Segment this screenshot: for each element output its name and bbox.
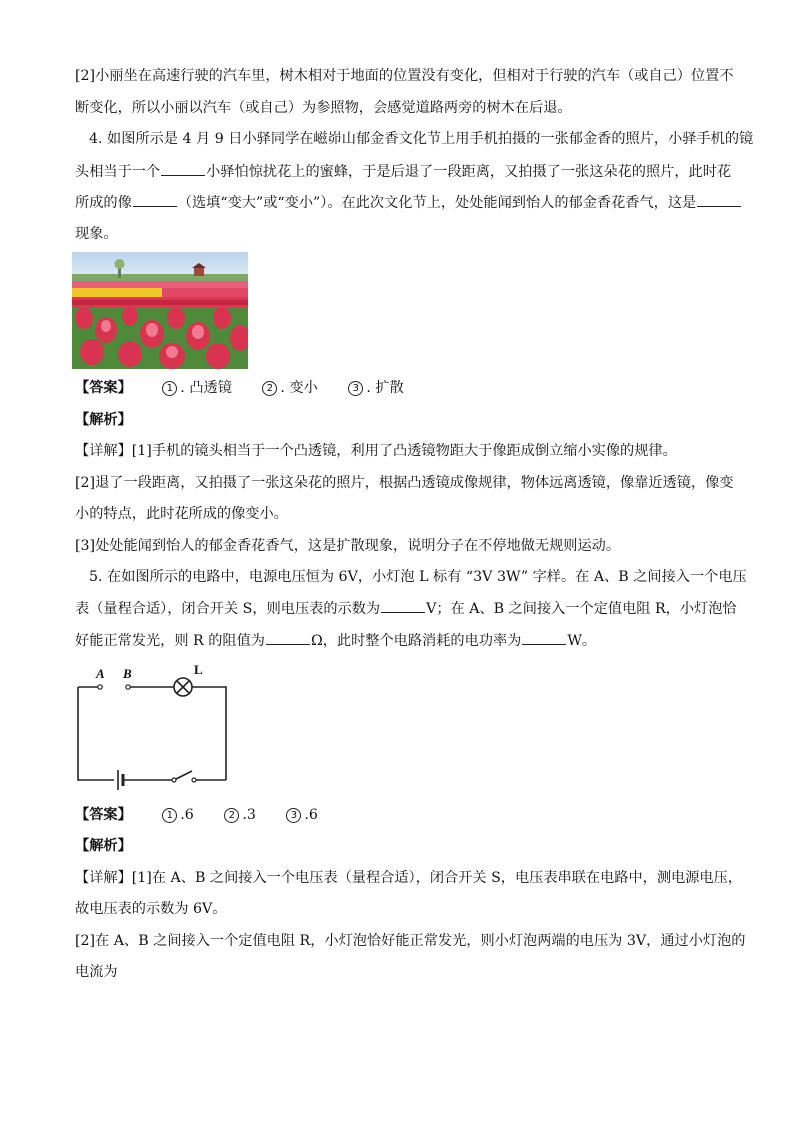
answer-label: 【答案】 [75, 380, 132, 396]
terminal-b [126, 685, 130, 689]
q4-answer-1: 1 . 凸透镜 [162, 378, 232, 398]
circled-number: 1 [162, 381, 177, 396]
q5-analysis-label: 【解析】 [75, 838, 132, 854]
label-l: L [194, 662, 203, 677]
q5-text: V；在 A、B 之间接入一个定值电阻 R，小灯泡恰 [426, 601, 737, 617]
q4-detail-1: 【详解】[1]手机的镜头相当于一个凸透镜，利用了凸透镜物距大于像距成倒立缩小实像的规律。 [75, 443, 677, 459]
circled-number: 2 [262, 381, 277, 396]
q5-text: W。 [567, 633, 597, 649]
answer-text: 变小 [289, 380, 318, 396]
q4-detail-3: 小的特点，此时花所成的像变小。 [75, 506, 288, 522]
circuit-diagram [66, 660, 246, 790]
answer-text: 凸透镜 [189, 380, 232, 396]
circled-number: 2 [224, 808, 239, 823]
answer-text: 6 [308, 807, 318, 823]
q5-line-2 [75, 598, 737, 619]
q5-detail-4: 电流为 [75, 964, 118, 980]
q5-blank-3 [522, 630, 566, 645]
q4-detail-4: [3]处处能闻到怡人的郁金香花香气，这是扩散现象，说明分子在不停地做无规则运动。 [75, 538, 621, 554]
q4-detail-2: [2]退了一段距离，又拍摄了一张这朵花的照片，根据凸透镜成像规律，物体远离透镜，像靠近透镜，像变 [75, 475, 734, 491]
q5-detail-2: 故电压表的示数为 6V。 [75, 901, 227, 917]
q4-answer-3: 3 . 扩散 [348, 378, 403, 398]
q5-answer-1: 1 .6 [162, 805, 194, 825]
q4-answer-2: 2 . 变小 [262, 378, 317, 398]
label-a: A [96, 666, 105, 681]
q4-blank-1 [161, 161, 205, 176]
q4-text: 头相当于一个 [75, 164, 161, 180]
q4-line-4: 现象。 [75, 226, 118, 242]
q5-text: Ω，此时整个电路消耗的电功率为 [310, 633, 522, 649]
tulip-field-photo [72, 252, 248, 369]
q5-answer-3: 3 .6 [286, 805, 318, 825]
q5-line-3 [75, 630, 596, 651]
circled-number: 3 [348, 381, 363, 396]
q5-detail-3: [2]在 A、B 之间接入一个定值电阻 R，小灯泡恰好能正常发光，则小灯泡两端的电压为 3V，通过小灯泡的 [75, 933, 746, 949]
circled-number: 1 [162, 808, 177, 823]
q5-answer-row [75, 805, 318, 825]
q5-text: 表（量程合适），闭合开关 S，则电压表的示数为 [75, 601, 381, 617]
q5-answer-2: 2 .3 [224, 805, 256, 825]
q4-line-3 [75, 192, 742, 213]
prev-explanation-line-2: 断变化，所以小丽以汽车（或自己）为参照物，会感觉道路两旁的树木在后退。 [75, 100, 572, 116]
q5-text: 好能正常发光，则 R 的阻值为 [75, 633, 265, 649]
answer-text: 扩散 [375, 380, 404, 396]
q4-blank-2 [133, 192, 177, 207]
terminal-a [98, 685, 102, 689]
answer-text: 6 [184, 807, 194, 823]
q5-detail-1: 【详解】[1]在 A、B 之间接入一个电压表（量程合适），闭合开关 S，电压表串联在电路中，测电源电压， [75, 870, 742, 886]
label-b: B [123, 666, 132, 681]
q4-analysis-label: 【解析】 [75, 412, 132, 428]
q4-text: 小驿怕惊扰花上的蜜蜂，于是后退了一段距离，又拍摄了一张这朵花的照片，此时花 [206, 164, 732, 180]
q4-text: （选填“变大”或“变小”）。在此次文化节上，处处能闻到怡人的郁金香花香气，这是 [177, 195, 697, 211]
answer-label: 【答案】 [75, 807, 132, 823]
q5-line-1: 5. 在如图所示的电路中，电源电压恒为 6V，小灯泡 L 标有 “3V 3W” 字样。在 A、B 之间接入一个电压 [89, 569, 747, 585]
q4-answer-row [75, 378, 404, 398]
q5-blank-2 [266, 630, 310, 645]
q4-blank-3 [697, 192, 741, 207]
prev-explanation-line-1: [2]小丽坐在高速行驶的汽车里，树木相对于地面的位置没有变化，但相对于行驶的汽车（或自己）位置不 [75, 68, 734, 84]
q5-blank-1 [381, 598, 425, 613]
q4-line-1: 4. 如图所示是 4 月 9 日小驿同学在嵫峁山郁金香文化节上用手机拍摄的一张郁金香的照片，小驿手机的镜 [89, 131, 754, 147]
answer-text: 3 [246, 807, 256, 823]
q4-line-2 [75, 161, 731, 182]
q4-text: 所成的像 [75, 195, 132, 211]
circled-number: 3 [286, 808, 301, 823]
